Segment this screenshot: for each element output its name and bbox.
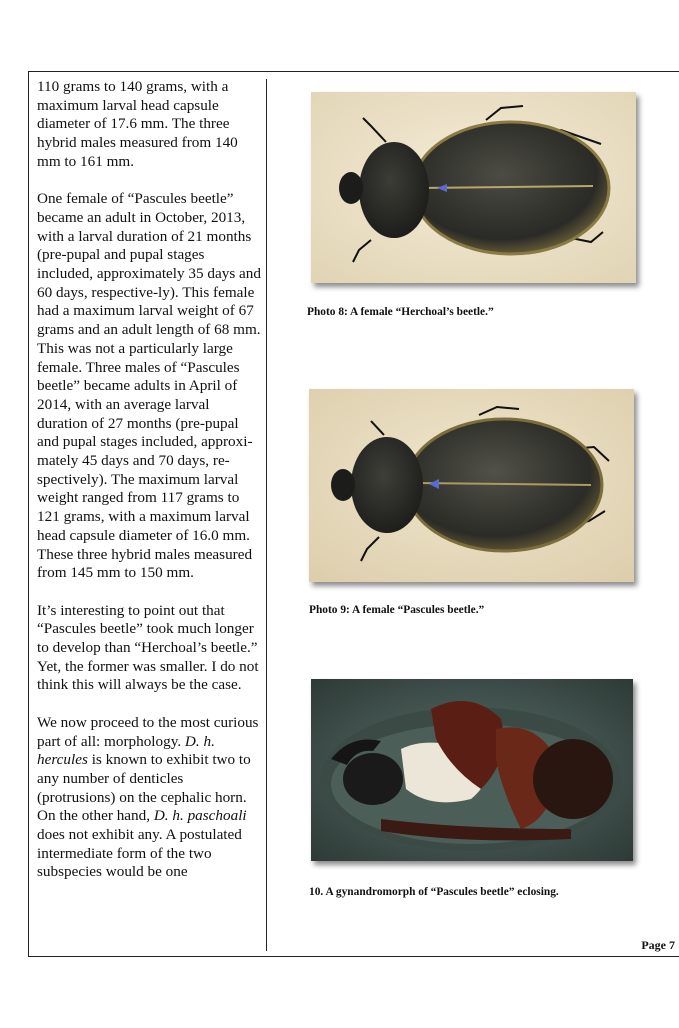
figure-caption: 10. A gynandromorph of “Pascules beetle” eclosing.: [309, 886, 559, 898]
photo-gynandromorph-eclosing: [311, 679, 633, 861]
paragraph: One female of “Pascules beetle” became an adult in October, 2013, with a larval duration of 21 months (pre-pupal and pupal stages included, approximately 35 days and 60 days, respective-ly). This female had a maximum larval weight of 67 grams and an adult length of 68 mm. This was not a particularly large female. Three males of “Pascules beetle” became adults in April of 2014, with an average larval duration of 27 months (pre-pupal and pupal stages included, approxi-mately 45 days and 70 days, re-spectively). The maximum larval weight ranged from 117 grams to 121 grams, with a maximum larval head capsule diameter of 16.0 mm. These three hybrid males measured from 145 mm to 150 mm.: [37, 190, 261, 582]
figure-caption: Photo 9: A female “Pascules beetle.”: [309, 604, 485, 616]
page-number: Page 7: [641, 938, 675, 952]
figure-caption: Photo 8: A female “Herchoal’s beetle.”: [307, 306, 494, 318]
bottom-rule: [28, 956, 679, 957]
column-divider: [266, 79, 267, 951]
species-name: D. h. paschoali: [153, 807, 247, 825]
paragraph-morphology: We now proceed to the most curious part of all: morphology. D. h. hercules is known to exhibit two to any number of denticles (protrusions) on the cephalic horn. On the other hand, D. h. paschoali does not exhibit any. A postulated intermediate form of the two subspecies would be one: [37, 713, 259, 881]
article-text-column: [37, 78, 261, 882]
left-rule: [28, 71, 29, 957]
photo-female-pascules-beetle: [309, 389, 634, 582]
top-rule: [28, 71, 679, 72]
photo-female-herchoal-beetle: [311, 92, 636, 283]
paragraph: It’s interesting to point out that “Pascules beetle” took much longer to develop than “Herchoal’s beetle.” Yet, the former was smaller. I do not think this will always be the case.: [37, 601, 259, 694]
species-name: D. h. hercules: [37, 732, 215, 769]
paragraph: 110 grams to 140 grams, with a maximum larval head capsule diameter of 17.6 mm. The three hybrid males measured from 140 mm to 161 mm.: [37, 78, 238, 170]
